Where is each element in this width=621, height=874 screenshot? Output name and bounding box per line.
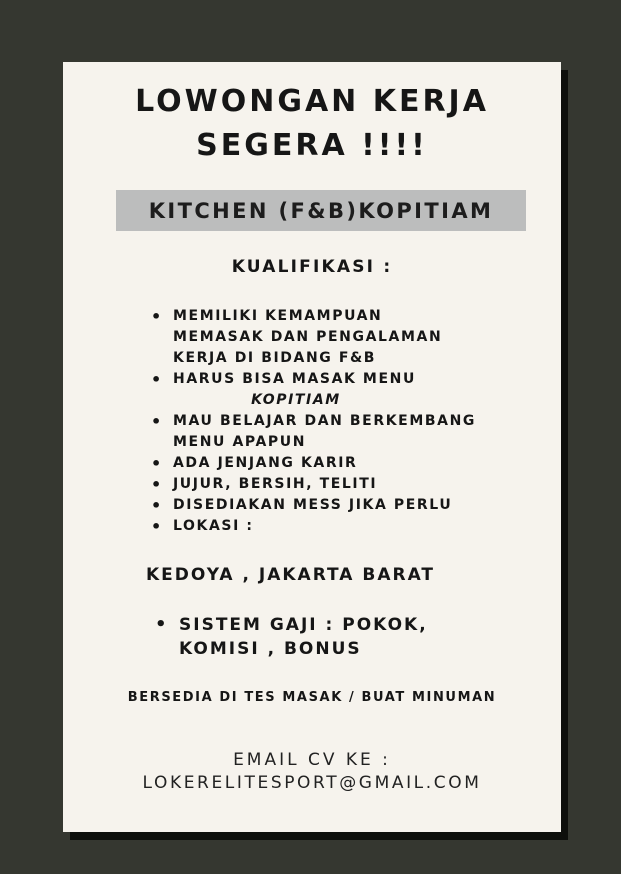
email-label: EMAIL CV KE : [233,750,391,770]
qualification-emphasis: KOPITIAM [251,392,341,408]
qualifications-list [149,306,479,537]
test-requirement-note: BERSEDIA DI TES MASAK / BUAT MINUMAN [127,690,497,705]
position-banner-text: KITCHEN (F&B)KOPITIAM [148,198,494,223]
qualification-item: • ADA JENJANG KARIR [149,453,479,474]
salary-list [155,613,495,661]
qualification-item: • MEMILIKI KEMAMPUAN MEMASAK DAN PENGALAMAN KERJA DI BIDANG F&B [149,306,479,369]
qualification-item: • MAU BELAJAR DAN BERKEMBANG MENU APAPUN [149,411,479,453]
qualification-item: • JUJUR, BERSIH, TELITI [149,474,479,495]
qualification-item: • HARUS BISA MASAK MENU KOPITIAM [149,369,479,411]
qualification-item: • LOKASI : [149,516,479,537]
poster-title-line2: SEGERA !!!! [196,128,428,163]
job-poster [63,62,561,832]
email-address: LOKERELITESPORT@GMAIL.COM [142,773,482,793]
qualifications-heading: KUALIFIKASI : [231,257,393,277]
location-text: KEDOYA , JAKARTA BARAT [146,565,436,585]
position-banner [116,190,526,231]
poster-title-line1: LOWONGAN KERJA [135,84,489,119]
qualification-item: • DISEDIAKAN MESS JIKA PERLU [149,495,479,516]
salary-item: • SISTEM GAJI : POKOK, KOMISI , BONUS [155,613,495,661]
